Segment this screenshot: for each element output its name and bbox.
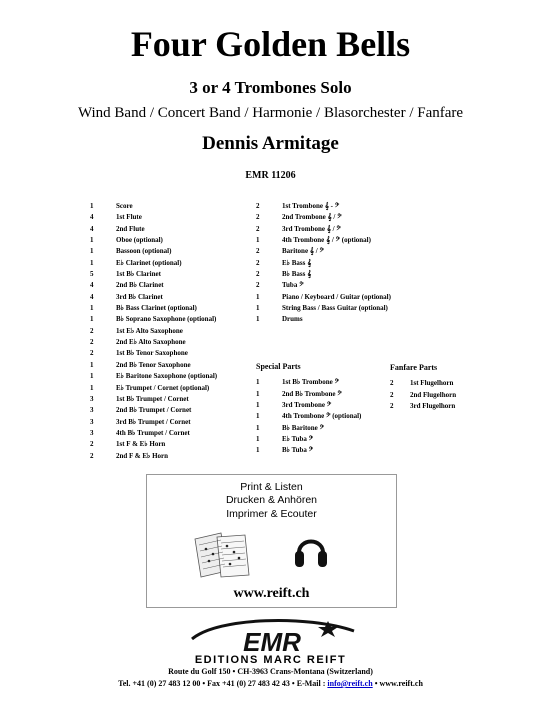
part-row <box>90 383 217 394</box>
print-listen-line-en: Print & Listen <box>240 481 303 493</box>
part-quantity: 1 <box>256 236 260 245</box>
part-row <box>256 269 391 280</box>
email-link[interactable]: info@reift.ch <box>327 679 373 688</box>
part-quantity: 1 <box>256 412 260 421</box>
part-name: 1st B♭ Clarinet <box>116 270 161 279</box>
part-quantity: 4 <box>90 292 94 301</box>
part-row <box>256 246 391 257</box>
print-listen-line-fr: Imprimer & Ecouter <box>226 508 317 520</box>
part-quantity: 1 <box>256 378 260 387</box>
part-row <box>90 348 217 359</box>
part-quantity: 1 <box>90 372 94 381</box>
part-row <box>90 439 217 450</box>
part-name: E♭ Clarinet (optional) <box>116 258 182 267</box>
part-name: 1st B♭ Trombone 𝄢 <box>282 378 340 387</box>
part-row <box>256 400 361 411</box>
part-row <box>90 314 217 325</box>
part-quantity: 2 <box>256 202 260 210</box>
emr-logo-icon <box>178 615 368 655</box>
publisher-contact <box>0 679 541 688</box>
part-row <box>90 280 217 291</box>
part-name: Score <box>116 202 133 210</box>
contact-phone-fax: Tel. +41 (0) 27 483 12 00 • Fax +41 (0) 27 483 42 43 • E-Mail : <box>118 679 328 688</box>
part-quantity: 1 <box>256 292 260 301</box>
part-row <box>256 445 361 456</box>
part-quantity: 2 <box>390 379 394 388</box>
part-quantity: 1 <box>256 315 260 324</box>
part-name: Baritone 𝄞 / 𝄢 <box>282 247 324 256</box>
part-name: 1st Trombone 𝄞 - 𝄢 <box>282 202 340 210</box>
part-row <box>256 292 391 303</box>
part-row <box>256 389 361 400</box>
part-name: 2nd Flugelhorn <box>410 390 457 399</box>
fanfare-parts-list <box>390 378 456 412</box>
headphones-icon <box>293 529 329 573</box>
part-name: 2nd E♭ Alto Saxophone <box>116 338 186 347</box>
page-title: Four Golden Bells <box>130 24 411 64</box>
special-parts-heading: Special Parts <box>256 362 301 371</box>
part-row <box>256 411 361 422</box>
subtitle: 3 or 4 Trombones Solo <box>189 78 352 97</box>
part-name: Piano / Keyboard / Guitar (optional) <box>282 292 391 301</box>
part-quantity: 2 <box>390 402 394 411</box>
part-row <box>256 280 391 291</box>
part-row <box>390 401 456 412</box>
part-name: E♭ Bass 𝄞 <box>282 258 312 267</box>
part-quantity: 4 <box>90 281 94 290</box>
part-name: 2nd Flute <box>116 224 145 233</box>
special-parts <box>256 361 361 457</box>
fanfare-parts <box>390 362 456 412</box>
part-name: 1st Flugelhorn <box>410 379 454 388</box>
part-name: 4th Trombone 𝄢 (optional) <box>282 412 362 421</box>
part-name: 1st F & E♭ Horn <box>116 440 166 449</box>
part-name: 4th Trombone 𝄞 / 𝄢 (optional) <box>282 236 371 245</box>
ensembles-line: Wind Band / Concert Band / Harmonie / Blasorchester / Fanfare <box>77 105 464 121</box>
part-name: 2nd B♭ Trumpet / Cornet <box>116 406 192 415</box>
logo-mark: EMR <box>243 627 301 655</box>
part-row <box>90 201 217 212</box>
publisher-name: EDITIONS MARC REIFT <box>194 654 347 666</box>
part-row <box>256 314 391 325</box>
part-name: E♭ Baritone Saxophone (optional) <box>116 372 218 381</box>
part-row <box>90 224 217 235</box>
part-quantity: 2 <box>90 451 94 460</box>
part-quantity: 2 <box>256 270 260 279</box>
part-row <box>90 212 217 223</box>
part-name: 3rd B♭ Trumpet / Cornet <box>116 417 191 426</box>
part-name: 1st B♭ Tenor Saxophone <box>116 349 188 358</box>
part-row <box>256 212 391 223</box>
part-name: Tuba 𝄢 <box>282 281 304 290</box>
part-name: B♭ Soprano Saxophone (optional) <box>116 315 217 324</box>
part-row <box>90 394 217 405</box>
part-row <box>90 371 217 382</box>
part-name: B♭ Bass Clarinet (optional) <box>116 304 197 313</box>
part-name: 2nd F & E♭ Horn <box>116 451 169 460</box>
part-quantity: 2 <box>390 390 394 399</box>
composer-name: Dennis Armitage <box>202 133 339 154</box>
part-row <box>256 434 361 445</box>
part-quantity: 1 <box>90 236 94 245</box>
part-quantity: 2 <box>90 349 94 358</box>
part-quantity: 2 <box>256 213 260 222</box>
part-name: 1st B♭ Trumpet / Cornet <box>116 394 189 403</box>
part-name: String Bass / Bass Guitar (optional) <box>282 304 388 313</box>
part-quantity: 3 <box>90 394 94 403</box>
part-quantity: 2 <box>90 440 94 449</box>
part-row <box>90 405 217 416</box>
part-quantity: 1 <box>90 315 94 324</box>
part-quantity: 1 <box>90 247 94 256</box>
special-parts-list <box>256 377 361 456</box>
print-listen-line-de: Drucken & Anhören <box>225 494 318 506</box>
part-quantity: 1 <box>256 304 260 313</box>
part-quantity: 3 <box>90 428 94 437</box>
part-quantity: 2 <box>90 338 94 347</box>
part-row <box>90 326 217 337</box>
part-row <box>90 246 217 257</box>
part-name: B♭ Baritone 𝄢 <box>282 423 325 432</box>
part-quantity: 4 <box>90 224 94 233</box>
part-row <box>256 258 391 269</box>
part-quantity: 1 <box>90 202 94 210</box>
website-link[interactable]: www.reift.ch <box>233 586 310 601</box>
part-quantity: 1 <box>90 383 94 392</box>
part-row <box>256 377 361 388</box>
part-row <box>256 423 361 434</box>
parts-list-right <box>256 201 391 326</box>
part-quantity: 1 <box>90 304 94 313</box>
part-quantity: 1 <box>256 435 260 444</box>
part-name: 2nd B♭ Trombone 𝄢 <box>282 389 342 398</box>
part-quantity: 5 <box>90 270 94 279</box>
part-name: 2nd Trombone 𝄞 / 𝄢 <box>282 213 342 222</box>
part-quantity: 1 <box>256 389 260 398</box>
part-quantity: 2 <box>256 224 260 233</box>
part-name: 2nd B♭ Clarinet <box>116 281 164 290</box>
part-row <box>90 417 217 428</box>
part-quantity: 1 <box>256 401 260 410</box>
part-row <box>256 224 391 235</box>
catalog-number: EMR 11206 <box>245 170 296 181</box>
part-row <box>90 360 217 371</box>
part-row <box>256 303 391 314</box>
part-name: Oboe (optional) <box>116 236 163 245</box>
part-name: 2nd B♭ Tenor Saxophone <box>116 360 191 369</box>
part-quantity: 3 <box>90 417 94 426</box>
publisher-address: Route du Golf 150 • CH-3963 Crans-Montana (Switzerland) <box>168 667 373 676</box>
part-name: E♭ Trumpet / Cornet (optional) <box>116 383 210 392</box>
part-row <box>90 428 217 439</box>
print-listen-box <box>146 474 397 608</box>
part-row <box>90 292 217 303</box>
part-row <box>90 258 217 269</box>
fanfare-parts-heading: Fanfare Parts <box>390 363 438 372</box>
part-name: Drums <box>282 315 303 324</box>
part-row <box>90 235 217 246</box>
contact-website: • www.reift.ch <box>372 679 423 688</box>
parts-list-left <box>90 201 217 462</box>
part-quantity: 1 <box>90 258 94 267</box>
part-name: 3rd Trombone 𝄞 / 𝄢 <box>282 224 341 233</box>
part-quantity: 4 <box>90 213 94 222</box>
part-name: E♭ Tuba 𝄢 <box>282 435 314 444</box>
part-row <box>256 201 391 212</box>
part-name: 3rd Trombone 𝄢 <box>282 401 332 410</box>
part-row <box>90 337 217 348</box>
sheet-music-icon <box>191 529 253 581</box>
part-row <box>390 390 456 401</box>
part-quantity: 2 <box>256 281 260 290</box>
part-quantity: 1 <box>256 446 260 455</box>
part-name: B♭ Tuba 𝄢 <box>282 446 314 455</box>
part-quantity: 2 <box>256 258 260 267</box>
part-name: Bassoon (optional) <box>116 247 172 256</box>
part-name: 4th B♭ Trumpet / Cornet <box>116 428 190 437</box>
part-name: 1st E♭ Alto Saxophone <box>116 326 183 335</box>
part-name: 3rd B♭ Clarinet <box>116 292 163 301</box>
part-quantity: 3 <box>90 406 94 415</box>
part-row <box>90 269 217 280</box>
part-row <box>390 378 456 389</box>
part-name: B♭ Bass 𝄞 <box>282 270 312 279</box>
part-quantity: 2 <box>256 247 260 256</box>
part-quantity: 2 <box>90 326 94 335</box>
part-quantity: 1 <box>256 423 260 432</box>
part-row <box>90 303 217 314</box>
part-row <box>256 235 391 246</box>
part-quantity: 1 <box>90 360 94 369</box>
part-name: 1st Flute <box>116 213 142 222</box>
part-name: 3rd Flugelhorn <box>410 402 456 411</box>
part-row <box>90 451 217 462</box>
